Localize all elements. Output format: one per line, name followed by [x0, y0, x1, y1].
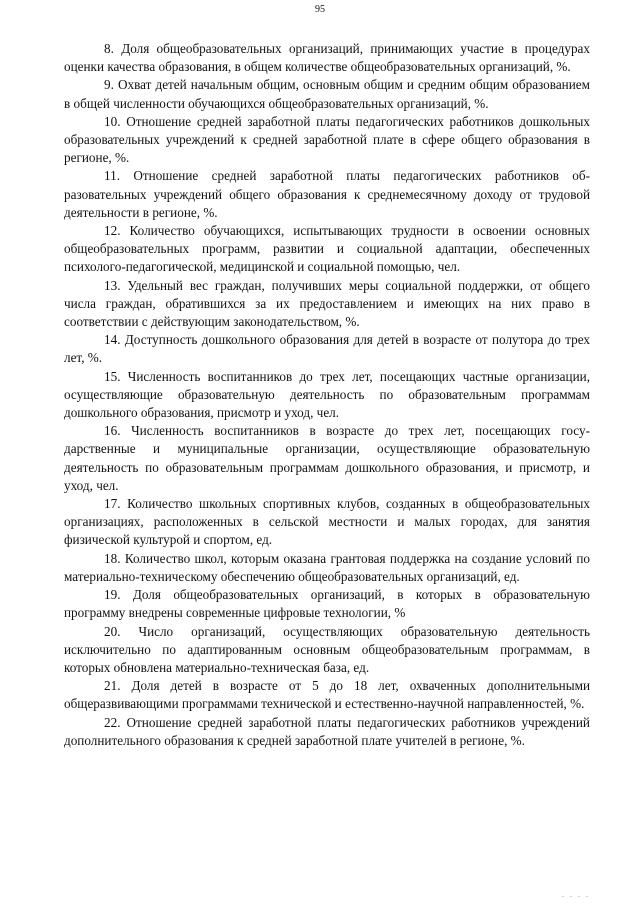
paragraph-item-13: 13. Удельный вес граждан, получивших меры социальной поддержки, от общего числа граждан, обратившихся за их предоставлением и имеющих на них право в соответствии с действующим законодательством, %.	[64, 277, 590, 330]
paragraph-item-12: 12. Количество обучающихся, испытывающих трудности в освоении основных общеобразовательных программ, развитии и социальной адаптации, обеспеченных психолого-педагогической, медицинской и социальной помощью, чел.	[64, 223, 590, 275]
paragraph-item-11: 11. Отношение средней заработной платы педагогических работников образовательных учреждений общего образования к среднемесячному доходу от трудовой деятельности в регионе, %.	[64, 168, 590, 220]
paragraph-item-14: 14. Доступность дошкольного образования для детей в возрасте от полутора до трех лет, %.	[64, 332, 590, 366]
paragraph-item-17: 17. Количество школьных спортивных клубов, созданных в общеобразовательных организациях, расположенных в сельской местности и малых городах, для занятия физической культурой и спортом, ед.	[64, 496, 590, 548]
paragraph-item-21: 21. Доля детей в возрасте от 5 до 18 лет, охваченных дополнительными общеразвивающими программами технической и естественно-научной направленностей, %.	[64, 678, 590, 712]
document-body	[64, 40, 590, 750]
paragraph-item-15: 15. Численность воспитанников до трех лет, посещающих частные организации, осуществляющие образовательную деятельность по образовательным программам дошкольного образования, присмотр и уход, чел.	[64, 368, 590, 421]
paragraph-item-9: 9. Охват детей начальным общим, основным общим и средним общим образованием в общей численности обучающихся общеобразовательных организаций, %.	[64, 77, 590, 111]
paragraph-item-16: 16. Численность воспитанников в возрасте до трех лет, посещающих государственные и муниципальные организации, осуществляющие образовательную деятельность по образовательным программам дошкольного образования, и присмотр, и уход, чел.	[64, 423, 590, 493]
paragraph-item-20: 20. Число организаций, осуществляющих образовательную деятельность исключительно по адаптированным основным общеобразовательным программам, в которых обновлена материально-техническая база, ед.	[64, 623, 590, 675]
paragraph-item-18: 18. Количество школ, которым оказана грантовая поддержка на создание условий по материально-техническому обеспечению общеобразовательных организаций, ед.	[64, 550, 590, 584]
page-number: 95	[315, 4, 325, 15]
paragraph-item-10: 10. Отношение средней заработной платы педагогических работников дошкольных образовательных учреждений к средней заработной плате в сфере общего образования в регионе, %.	[64, 113, 590, 166]
paragraph-item-8: 8. Доля общеобразовательных организаций, принимающих участие в процедурах оценки качества образования, в общем количестве общеобразовательных организаций, %.	[64, 41, 590, 75]
scan-artifact-marks: . . . .	[562, 890, 590, 899]
paragraph-item-22: 22. Отношение средней заработной платы педагогических работников учреждений дополнительного образования к средней заработной плате учителей в регионе, %.	[64, 714, 590, 748]
paragraph-item-19: 19. Доля общеобразовательных организаций, в которых в образовательную программу внедрены современные цифровые технологии, %	[64, 587, 590, 621]
